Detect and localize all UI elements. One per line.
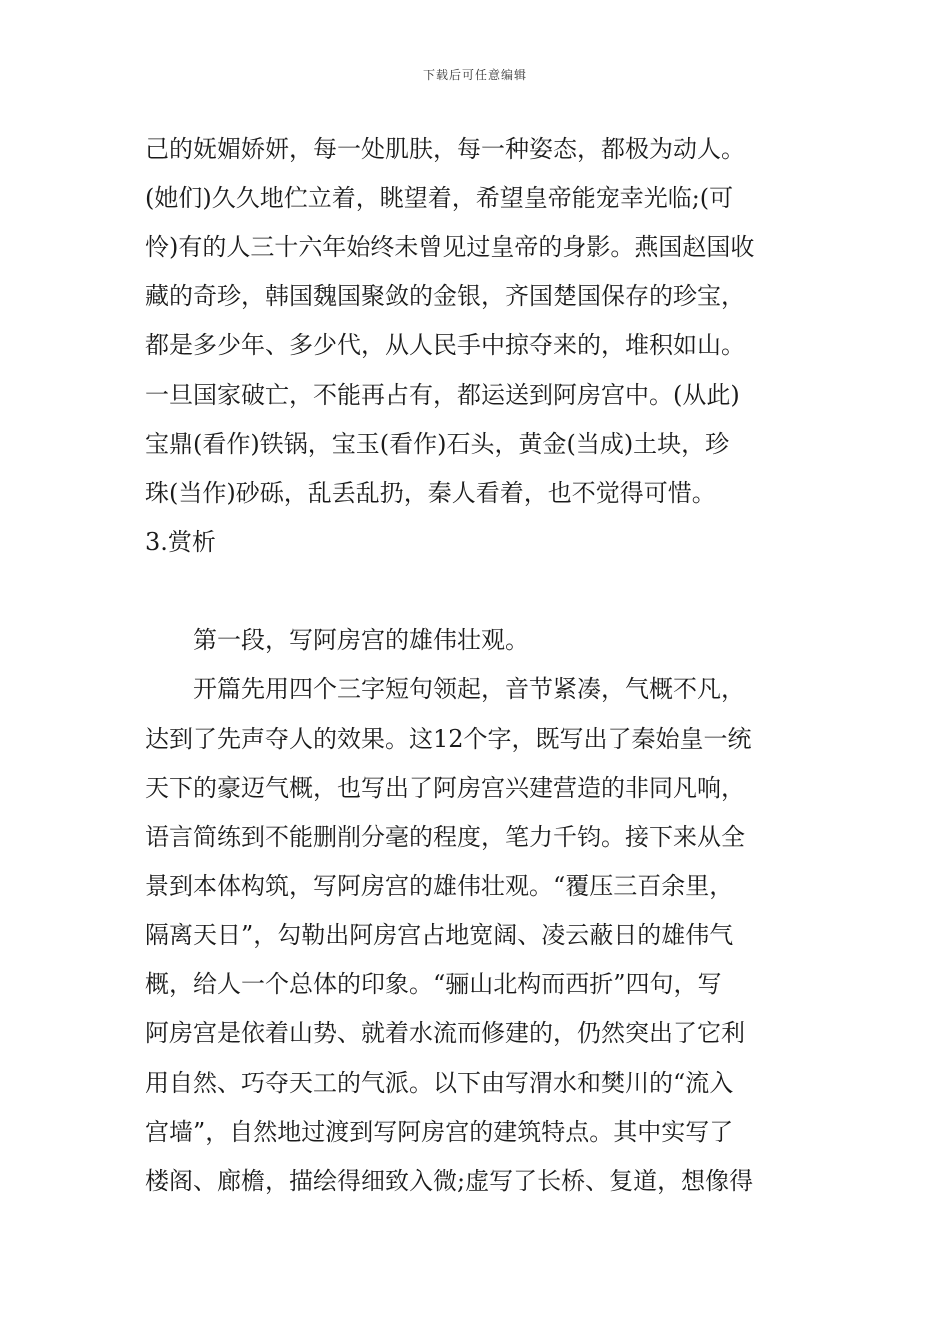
text-line: 景到本体构筑，写阿房宫的雄伟壮观。“覆压三百余里， [145, 872, 734, 900]
text-line: 宫墙”，自然地过渡到写阿房宫的建筑特点。其中实写了 [145, 1118, 734, 1146]
text-line: 己的妩媚娇妍，每一处肌肤，每一种姿态，都极为动人。 [145, 135, 745, 163]
text-line: 隔离天日”，勾勒出阿房宫占地宽阔、凌云蔽日的雄伟气 [145, 921, 734, 949]
text-line: 宝鼎(看作)铁锅，宝玉(看作)石头，黄金(当成)土块，珍 [145, 430, 730, 458]
text-line: 用自然、巧夺天工的气派。以下由写渭水和樊川的“流入 [145, 1069, 734, 1097]
text-line: 怜)有的人三十六年始终未曾见过皇帝的身影。燕国赵国收 [145, 233, 755, 261]
text-line: 一旦国家破亡，不能再占有，都运送到阿房宫中。(从此) [145, 381, 740, 409]
paragraph-heading: 第一段，写阿房宫的雄伟壮观。 [193, 626, 529, 654]
text-line: 楼阁、廊檐，描绘得细致入微;虚写了长桥、复道，想像得 [145, 1167, 754, 1195]
text-line: 语言简练到不能删削分毫的程度，笔力千钧。接下来从全 [145, 823, 745, 851]
text-line: (她们)久久地伫立着，眺望着，希望皇帝能宠幸光临;(可 [145, 184, 734, 212]
page-header: 下载后可任意编辑 [422, 68, 527, 82]
text-line: 达到了先声夺人的效果。这12个字，既写出了秦始皇一统 [145, 725, 752, 753]
text-line: 都是多少年、多少代，从人民手中掠夺来的，堆积如山。 [145, 331, 745, 359]
text-line: 藏的奇珍，韩国魏国聚敛的金银，齐国楚国保存的珍宝， [145, 282, 745, 310]
text-line: 概，给人一个总体的印象。“骊山北构而西折”四句，写 [145, 970, 722, 998]
text-line: 阿房宫是依着山势、就着水流而修建的，仍然突出了它利 [145, 1019, 745, 1047]
section-heading: 3.赏析 [145, 528, 216, 556]
text-line: 开篇先用四个三字短句领起，音节紧凑，气概不凡， [193, 675, 745, 703]
text-line: 天下的豪迈气概，也写出了阿房宫兴建营造的非同凡响， [145, 774, 745, 802]
text-line: 珠(当作)砂砾，乱丢乱扔，秦人看着，也不觉得可惜。 [145, 479, 716, 507]
